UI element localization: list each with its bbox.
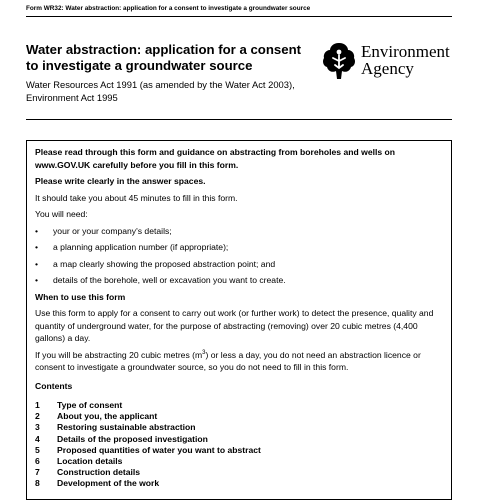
bullet-icon: • [35, 275, 39, 285]
when-paragraph-1: Use this form to apply for a consent to carry out work (or further work) to detect the presence, quality and quantity of underground water, for the purpose of abstracting (removing) over 20 cubic metres (4,400 gallons) a day. [35, 308, 434, 343]
header-divider [26, 119, 452, 120]
logo-line-1: Environment [361, 42, 450, 61]
contents-list [35, 400, 447, 490]
contents-item: 6 Location details [35, 456, 123, 467]
contents-item: 3 Restoring sustainable abstraction [35, 422, 196, 433]
contents-item: 7 Construction details [35, 467, 141, 478]
page-title: Water abstraction: application for a consent to investigate a groundwater source [26, 42, 302, 73]
needs-intro: You will need: [35, 209, 88, 219]
contents-item: 1 Type of consent [35, 400, 123, 410]
needs-list [35, 225, 447, 287]
when-paragraph-2: If you will be abstracting 20 cubic metres $(m^3)$ or less a day, you do not need an abstraction licence or consent to investigate a groundwater source, so you do not need to fill in this form. [35, 349, 421, 372]
read-notice: Please read through this form and guidance on abstracting from boreholes and wells on www.GOV.UK carefully before you fill in this form. [35, 147, 396, 170]
bullet-icon: • [35, 225, 39, 236]
form-reference: Form WR32: Water abstraction: application for a consent to investigate a groundwater source [26, 5, 311, 12]
list-item: • details of the borehole, well or excavation you want to create. [35, 275, 286, 285]
top-divider [26, 16, 452, 17]
environment-agency-logo-icon [321, 42, 357, 80]
list-item: • your or your company's details; [35, 225, 172, 236]
contents-item: 2 About you, the applicant [35, 411, 158, 422]
list-item: • a planning application number (if appropriate); [35, 242, 229, 252]
contents-heading: Contents [35, 380, 73, 391]
contents-item: 5 Proposed quantities of water you want to abstract [35, 444, 261, 455]
legislation-subtitle: Water Resources Act 1991 (as amended by the Water Act 2003), Environment Act 1995 [26, 79, 295, 103]
contents-item: 8 Development of the work [35, 478, 160, 489]
list-item: • a map clearly showing the proposed abstraction point; and [35, 258, 276, 269]
bullet-icon: • [35, 258, 39, 269]
guidance-content [35, 146, 447, 490]
logo-line-2: Agency [361, 59, 414, 78]
when-heading: When to use this form [35, 291, 126, 302]
write-clearly-notice: Please write clearly in the answer spaces. [35, 176, 206, 186]
bullet-icon: • [35, 242, 39, 252]
contents-item: 4 Details of the proposed investigation [35, 433, 208, 444]
environment-agency-logo [321, 42, 453, 82]
time-estimate: It should take you about 45 minutes to fill in this form. [35, 192, 238, 203]
